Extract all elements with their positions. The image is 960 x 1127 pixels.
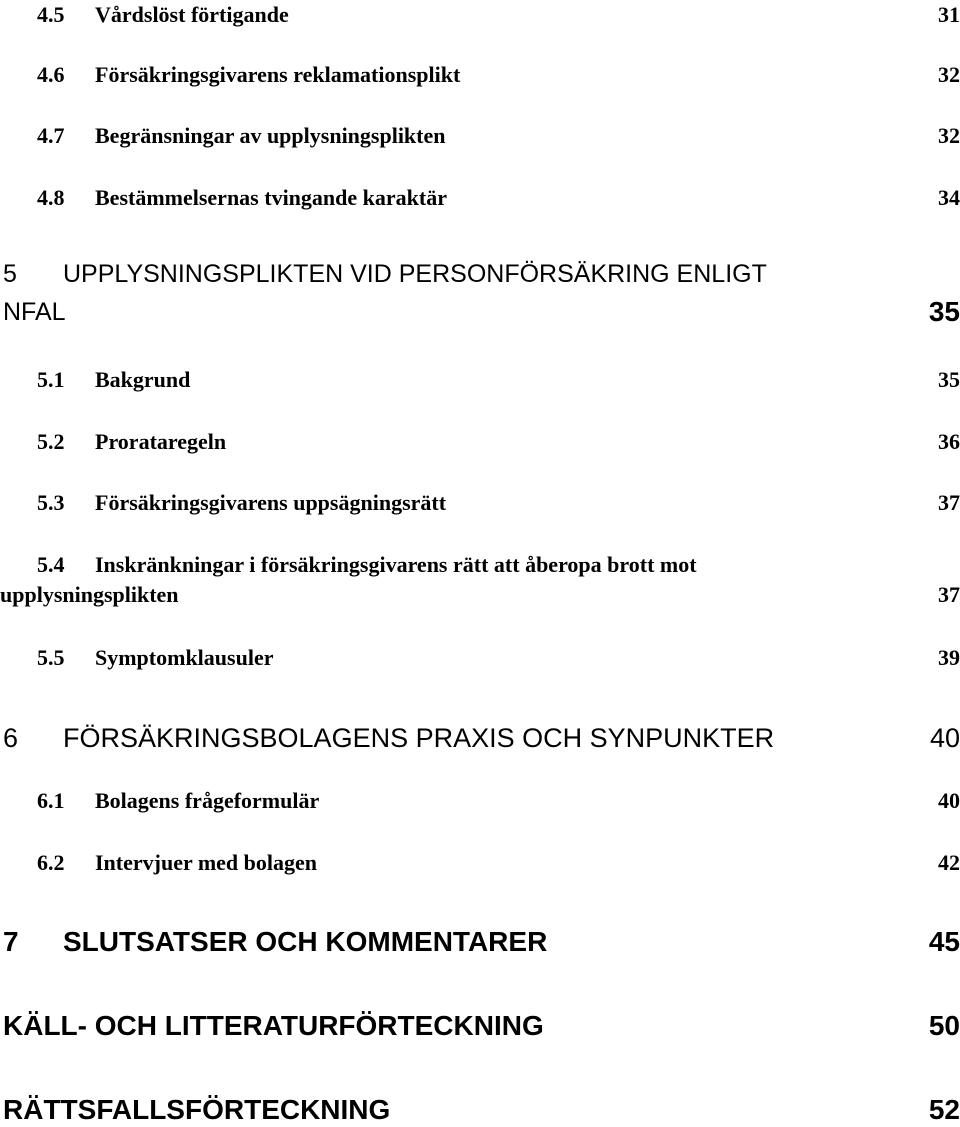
- page-number: 39: [938, 645, 960, 670]
- section-title: Intervjuer med bolagen: [95, 850, 318, 875]
- page-number: 50: [928, 1010, 960, 1041]
- chapter-title: KÄLL- OCH LITTERATURFÖRTECKNING: [3, 1010, 544, 1041]
- chapter-number: 7: [3, 926, 19, 957]
- page-number: 34: [938, 185, 960, 210]
- section-title: Försäkringsgivarens reklamationsplikt: [95, 62, 461, 87]
- page-number: 36: [938, 429, 960, 454]
- section-title-line1: Inskränkningar i försäkringsgivarens rätt att åberopa brott mot: [95, 552, 697, 577]
- section-number: 5.3: [37, 490, 65, 515]
- page-number: 40: [929, 723, 960, 753]
- chapter-title: [3, 257, 767, 326]
- page-number: 37: [938, 582, 960, 607]
- section-title: Bakgrund: [95, 367, 191, 392]
- section-number: 6.2: [37, 850, 65, 875]
- section-number: 4.6: [37, 62, 65, 87]
- chapter-number: 5: [3, 260, 17, 288]
- chapter-title: FÖRSÄKRINGSBOLAGENS PRAXIS OCH SYNPUNKTER: [63, 723, 775, 753]
- section-number: 5.1: [37, 367, 65, 392]
- page-number: 40: [938, 788, 960, 813]
- section-number: 5.2: [37, 429, 65, 454]
- chapter-title: SLUTSATSER OCH KOMMENTARER: [63, 926, 548, 957]
- chapter-title-line2: NFAL: [3, 298, 66, 326]
- chapter-title: RÄTTSFALLSFÖRTECKNING: [3, 1094, 391, 1125]
- section-title: Vårdslöst förtigande: [95, 2, 289, 27]
- section-number: 5.4: [37, 552, 65, 577]
- page-number: 52: [928, 1094, 960, 1125]
- section-number: 4.8: [37, 185, 65, 210]
- page-number: 35: [938, 367, 960, 392]
- page-number: 42: [938, 850, 960, 875]
- chapter-title-line1: UPPLYSNINGSPLIKTEN VID PERSONFÖRSÄKRING ENLIGT: [63, 260, 767, 288]
- section-title: Symptomklausuler: [95, 645, 274, 670]
- page-number: 37: [938, 490, 960, 515]
- section-number: 6.1: [37, 788, 65, 813]
- section-number: 4.7: [37, 123, 65, 148]
- section-number: 5.5: [37, 645, 65, 670]
- section-title: Begränsningar av upplysningsplikten: [95, 123, 446, 148]
- page-number: 31: [938, 2, 960, 27]
- section-title: Försäkringsgivarens uppsägningsrätt: [95, 490, 447, 515]
- page-number: 45: [928, 926, 960, 957]
- section-title-line2: upplysningsplikten: [0, 582, 179, 607]
- section-title: Prorataregeln: [95, 429, 227, 454]
- chapter-number: 6: [3, 723, 19, 753]
- page-number: 32: [938, 123, 960, 148]
- section-title: Bolagens frågeformulär: [95, 788, 320, 813]
- page-number: 35: [928, 296, 960, 327]
- section-number: 4.5: [37, 2, 65, 27]
- section-title: Bestämmelsernas tvingande karaktär: [95, 185, 447, 210]
- page-number: 32: [938, 62, 960, 87]
